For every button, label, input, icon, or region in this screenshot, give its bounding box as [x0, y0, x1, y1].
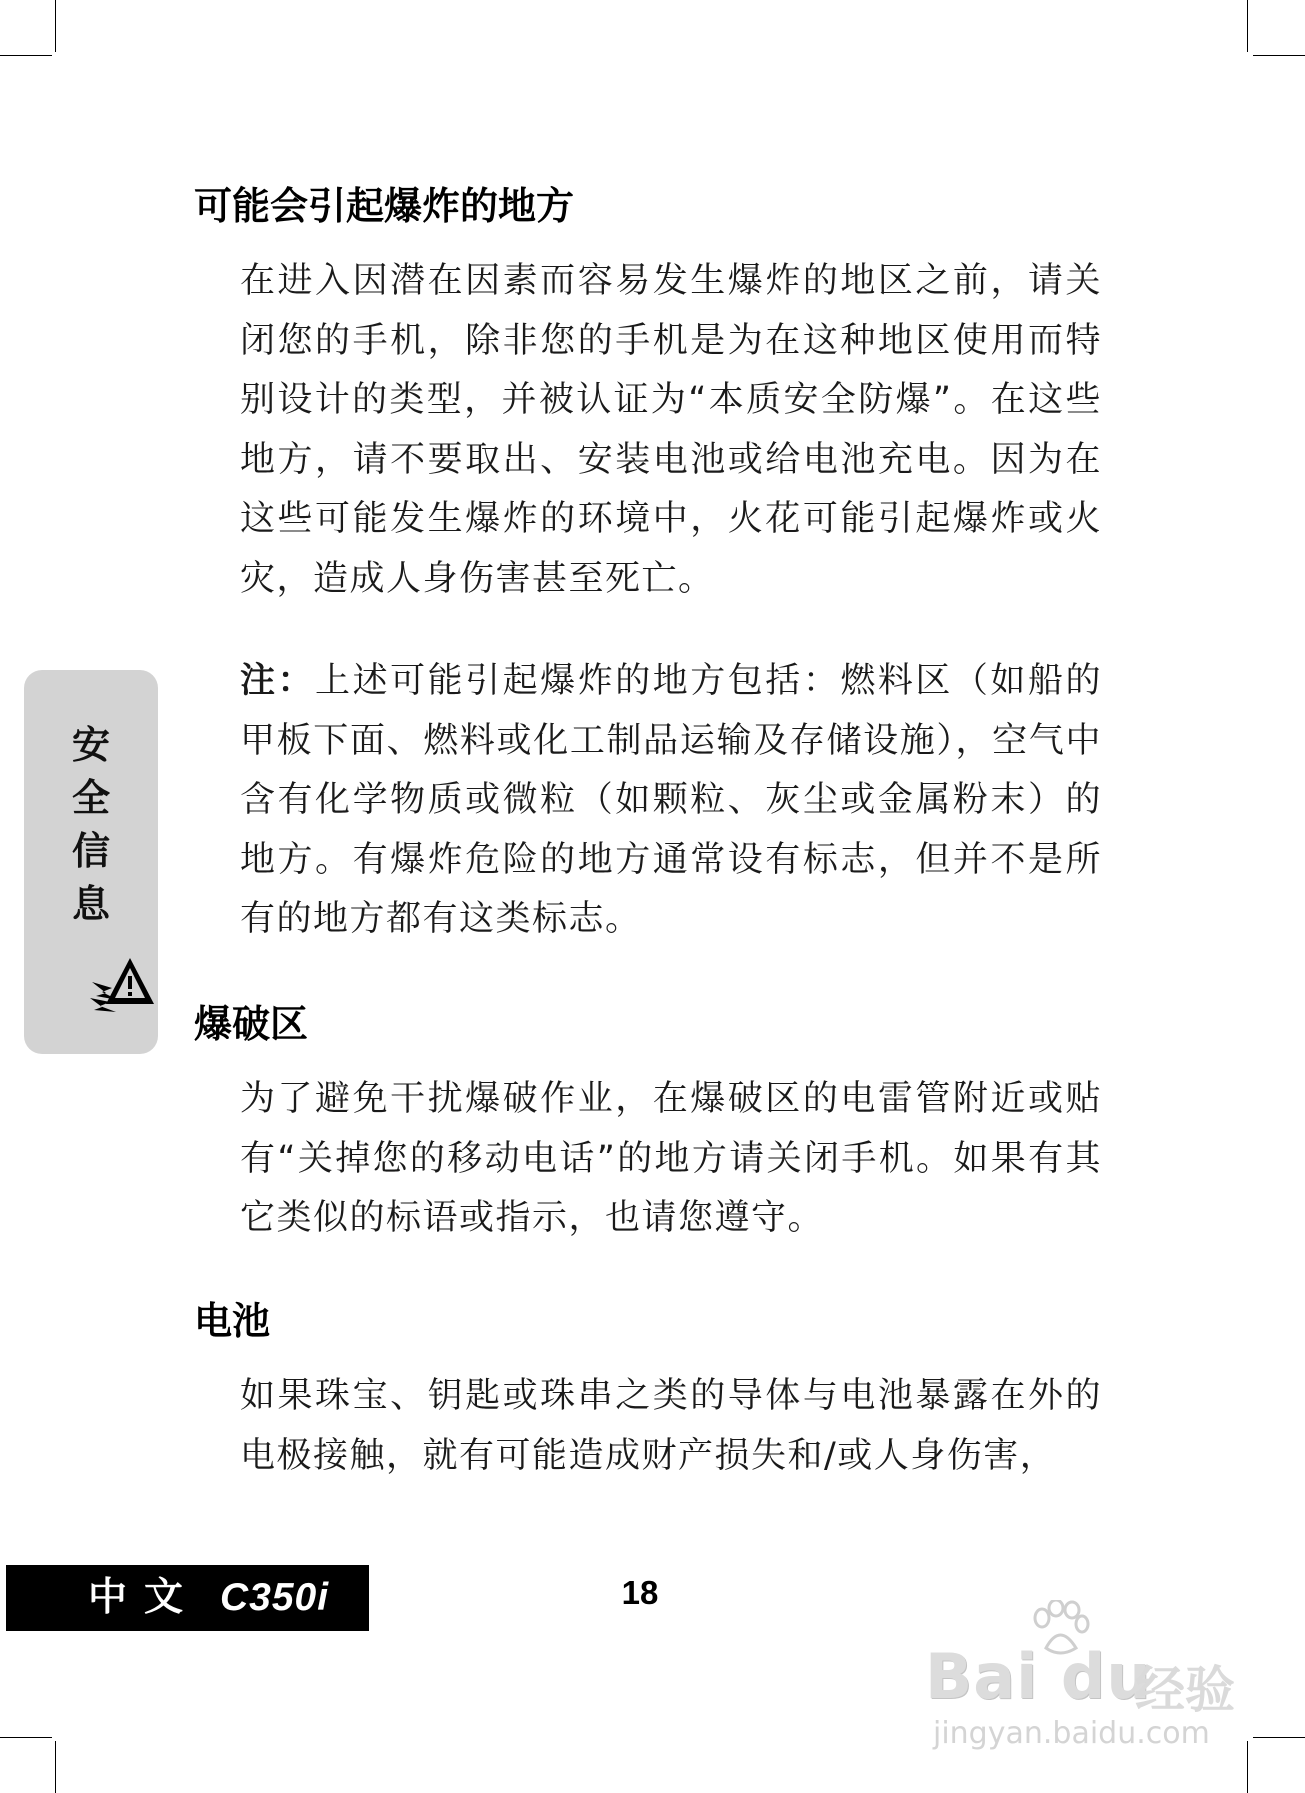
side-tab-char: 信: [71, 828, 110, 873]
footer-product-label: [6, 1565, 369, 1631]
watermark-brand: Bai du: [925, 1640, 1152, 1713]
paragraph-explosive-areas: 在进入因潜在因素而容易发生爆炸的地区之前，请关闭您的手机，除非您的手机是为在这种地区使用而特别设计的类型，并被认证为“本质安全防爆”。在这些地方，请不要取出、安装电池或给电池充电。因为在这些可能发生爆炸的环境中，火花可能引起爆炸或火灾，造成人身伤害甚至死亡。: [240, 261, 1102, 599]
crop-mark: [55, 0, 56, 52]
section-title-blasting-areas: 爆破区: [194, 1001, 309, 1046]
crop-mark: [55, 1741, 56, 1793]
side-tab-char: 息: [71, 881, 110, 926]
note-explosive-areas: [240, 652, 1102, 950]
paragraph-battery: 如果珠宝、钥匙或珠串之类的导体与电池暴露在外的电极接触，就有可能造成财产损失和/或人身伤害，: [240, 1376, 1102, 1476]
crop-mark: [1247, 0, 1248, 52]
paragraph-blasting-areas: 为了避免干扰爆破作业，在爆破区的电雷管附近或贴有“关掉您的移动电话”的地方请关闭手机。如果有其它类似的标语或指示，也请您遵守。: [240, 1079, 1102, 1238]
crop-mark: [0, 1737, 52, 1738]
footer-model: C350i: [220, 1576, 330, 1619]
watermark-url: jingyan.baidu.com: [933, 1716, 1210, 1751]
side-tab-safety-info: [24, 670, 158, 1054]
crop-mark: [1253, 55, 1305, 56]
note-text: 上述可能引起爆炸的地方包括：燃料区（如船的甲板下面、燃料或化工制品运输及存储设施），空气中含有化学物质或微粒（如颗粒、灰尘或金属粉末）的地方。有爆炸危险的地方通常设有标志，但并不是所有的地方都有这类标志。: [240, 661, 1102, 939]
side-tab-char: 安: [71, 722, 110, 767]
page-number: 18: [621, 1574, 659, 1611]
section-title-battery: 电池: [194, 1298, 271, 1343]
watermark-brand-cn: 经验: [1135, 1661, 1235, 1719]
warning-lightning-icon: [90, 954, 156, 1014]
note-label: 注：: [240, 661, 316, 701]
side-tab-char: 全: [71, 775, 110, 820]
crop-mark: [1253, 1737, 1305, 1738]
crop-mark: [0, 55, 52, 56]
section-title-explosive-areas: 可能会引起爆炸的地方: [194, 183, 575, 228]
footer-language: 中文: [88, 1576, 201, 1619]
baidu-watermark: [925, 1600, 1255, 1750]
side-tab-label: [24, 718, 158, 930]
